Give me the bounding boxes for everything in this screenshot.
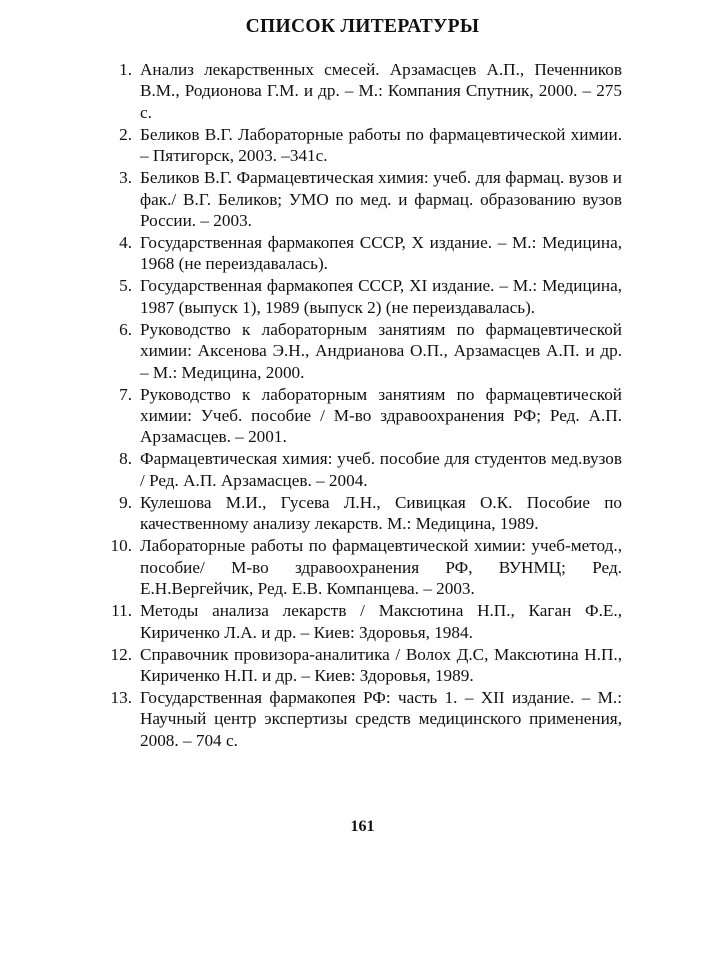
reference-number: 11. <box>111 601 132 621</box>
reference-item <box>102 275 622 318</box>
reference-item <box>102 600 622 643</box>
reference-text: Фармацевтическая химия: учеб. пособие для студентов мед.вузов / Ред. А.П. Арзамасцев. – 2004. <box>140 449 622 490</box>
reference-item <box>102 535 622 599</box>
reference-item <box>102 124 622 167</box>
reference-text: Государственная фармакопея РФ: часть 1. – XII издание. – М.: Научный центр экспертизы средств медицинского применения, 2008. – 704 с. <box>140 687 622 750</box>
reference-text: Беликов В.Г. Фармацевтическая химия: учеб. для фармац. вузов и фак./ В.Г. Беликов; УМО по мед. и фармац. образованию вузов России. – 2003. <box>140 168 622 231</box>
reference-number: 10. <box>110 536 132 556</box>
reference-number: 5. <box>119 276 132 296</box>
reference-item <box>102 492 622 535</box>
reference-text: Анализ лекарственных смесей. Арзамасцев А.П., Печенников В.М., Родионова Г.М. и др. – М.: Компания Спутник, 2000. – 275 с. <box>140 60 622 122</box>
reference-text: Руководство к лабораторным занятиям по фармацевтической химии: Аксенова Э.Н., Андрианова О.П., Арзамасцев А.П. и др. – М.: Медицина, 2000. <box>140 319 622 382</box>
page-title: СПИСОК ЛИТЕРАТУРЫ <box>245 16 480 37</box>
reference-item <box>102 448 622 491</box>
reference-text: Лабораторные работы по фармацевтической химии: учеб-метод., пособие/ М-во здравоохранения РФ, ВУНМЦ; Ред. Е.Н.Вергейчик, Ред. Е.В. Компанцева. – 2003. <box>140 536 622 599</box>
reference-item <box>102 644 622 687</box>
reference-number: 13. <box>110 687 132 707</box>
reference-item <box>102 59 622 123</box>
reference-number: 3. <box>119 168 132 188</box>
reference-item <box>102 384 622 448</box>
reference-item <box>102 232 622 275</box>
page-number: 161 <box>350 818 375 835</box>
reference-list <box>102 59 622 752</box>
reference-text: Государственная фармакопея СССР, X издание. – М.: Медицина, 1968 (не переиздавалась). <box>140 233 622 274</box>
reference-item <box>102 167 622 231</box>
reference-text: Беликов В.Г. Лабораторные работы по фармацевтической химии. – Пятигорск, 2003. –341с. <box>140 124 622 166</box>
reference-text: Методы анализа лекарств / Максютина Н.П., Каган Ф.Е., Кириченко Л.А. и др. – Киев: Здоровья, 1984. <box>140 601 622 642</box>
reference-number: 8. <box>119 449 132 469</box>
reference-number: 12. <box>110 644 132 664</box>
reference-number: 2. <box>119 124 132 144</box>
reference-text: Руководство к лабораторным занятиям по фармацевтической химии: Учеб. пособие / М-во здравоохранения РФ; Ред. А.П. Арзамасцев. – 2001. <box>140 384 622 447</box>
reference-number: 6. <box>119 319 132 339</box>
reference-item <box>102 319 622 383</box>
reference-number: 4. <box>119 233 132 253</box>
reference-text: Справочник провизора-аналитика / Волох Д.С, Максютина Н.П., Кириченко Н.П. и др. – Киев: Здоровья, 1989. <box>140 644 622 685</box>
reference-number: 9. <box>119 492 132 512</box>
reference-number: 1. <box>119 60 132 79</box>
reference-number: 7. <box>119 384 132 404</box>
reference-text: Государственная фармакопея СССР, XI издание. – М.: Медицина, 1987 (выпуск 1), 1989 (выпуск 2) (не переиздавалась). <box>140 276 622 317</box>
reference-text: Кулешова М.И., Гусева Л.Н., Сивицкая О.К. Пособие по качественному анализу лекарств. М.: Медицина, 1989. <box>140 492 622 534</box>
reference-item <box>102 687 622 751</box>
